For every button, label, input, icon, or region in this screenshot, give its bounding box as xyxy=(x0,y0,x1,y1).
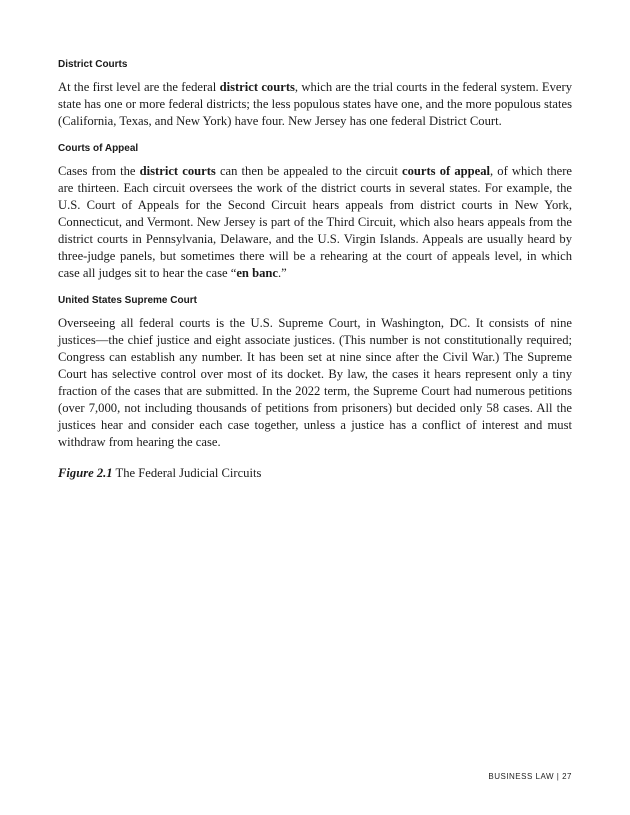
figure-caption xyxy=(58,465,572,482)
text-run: , of which there are thirteen. Each circuit oversees the work of the district courts in several states. For example, the U.S. Court of Appeals for the Second Circuit hears appeals from district courts in New York, Connecticut, and Vermont. New Jersey is part of the Third Circuit, which also hears appeals from the district courts in Pennsylvania, Delaware, and the U.S. Virgin Islands. Appeals are usually heard by three-judge panels, but sometimes there will be a rehearing at the court of appeals level, in which case all judges sit to hear the case “ xyxy=(58,164,572,280)
page-footer: BUSINESS LAW | 27 xyxy=(488,772,572,781)
text-run: can then be appealed to the circuit xyxy=(215,164,402,178)
section-paragraph xyxy=(58,315,572,451)
text-run: .” xyxy=(277,266,287,280)
text-run: At the first level are the federal xyxy=(58,80,220,94)
section-heading: United States Supreme Court xyxy=(58,295,197,306)
bold-term: district courts xyxy=(139,164,216,178)
bold-term: en banc xyxy=(236,266,278,280)
section-paragraph xyxy=(58,79,572,130)
bold-term: courts of appeal xyxy=(402,164,491,178)
section-heading: District Courts xyxy=(58,59,128,70)
section-heading: Courts of Appeal xyxy=(58,143,139,154)
text-run: , which are the trial courts in the federal system. Every state has one or more federal districts; the less populous states have one, and the more populous states (California, Texas, and New York) have four. New Jersey has one federal District Court. xyxy=(58,80,573,128)
bold-term: district courts xyxy=(219,80,295,94)
text-run: Overseeing all federal courts is the U.S. Supreme Court, in Washington, DC. It consists of nine justices—the chief justice and eight associate justices. (This number is not constitutionally required; Congress can establish any number. It has been set at nine since after the Civil War.) The Supreme Court has selective control over most of its docket. By law, the cases it hears represent only a tiny fraction of the cases that are submitted. In the 2022 term, the Supreme Court had numerous petitions (over 7,000, not including thousands of petitions from prisoners) but decided only 58 cases. All the justices hear and consider each case together, unless a justice has a conflict of interest and must withdraw from hearing the case. xyxy=(58,316,572,449)
figure-label: Figure 2.1 xyxy=(58,466,113,480)
document-body xyxy=(58,58,572,451)
document-page xyxy=(58,58,572,482)
figure-title: The Federal Judicial Circuits xyxy=(112,466,262,480)
text-run: Cases from the xyxy=(58,164,140,178)
section-paragraph xyxy=(58,163,572,282)
